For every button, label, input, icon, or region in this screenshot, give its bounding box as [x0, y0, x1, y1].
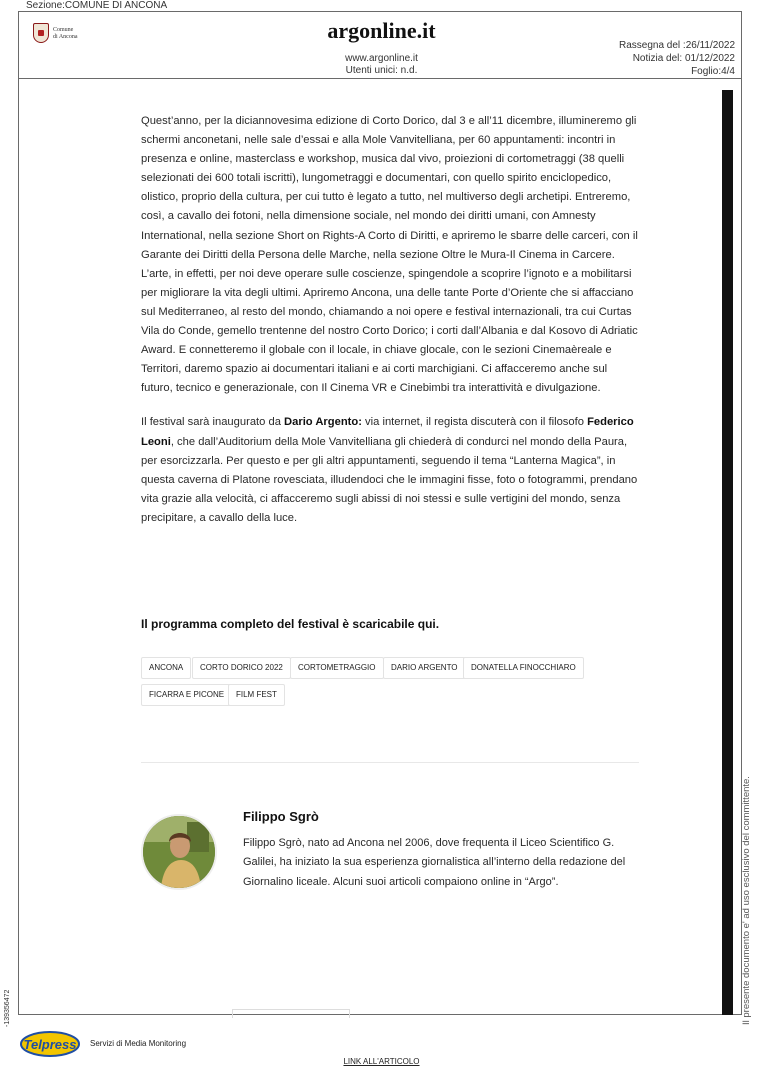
p2-text-a: Il festival sarà inaugurato da — [141, 416, 285, 429]
site-url: www.argonline.it — [345, 53, 418, 64]
document-id: -139356472 — [4, 989, 11, 1027]
unique-users: Utenti unici: n.d. — [345, 65, 418, 76]
federico-leoni-link: Federico Leoni — [141, 416, 634, 448]
tag-ficarra-e-picone[interactable]: FICARRA E PICONE — [141, 684, 232, 706]
tag-donatella-finocchiaro[interactable]: DONATELLA FINOCCHIARO — [463, 657, 584, 679]
foglio-number: Foglio:4/4 — [691, 66, 735, 77]
tag-film-fest[interactable]: FILM FEST — [228, 684, 285, 706]
notizia-date: Notizia del: 01/12/2022 — [632, 53, 735, 64]
paragraph-2 — [141, 413, 641, 528]
scrollbar-strip — [722, 90, 733, 1015]
telpress-text: Telpress — [23, 1037, 77, 1052]
site-title: argonline.it — [327, 18, 436, 43]
section-label: Sezione:COMUNE DI ANCONA — [26, 0, 168, 11]
tag-corto-dorico-2022[interactable]: CORTO DORICO 2022 — [192, 657, 291, 679]
telpress-logo-icon — [20, 1030, 80, 1058]
logo-text-2: di Ancona — [53, 34, 78, 40]
article-body — [141, 112, 641, 528]
author-divider — [141, 762, 639, 763]
avatar-photo — [143, 816, 215, 888]
author-avatar — [141, 814, 217, 890]
article-link[interactable]: LINK ALL'ARTICOLO — [343, 1057, 420, 1066]
exclusive-use-note: Il presente documento e' ad uso esclusivo del committente. — [741, 776, 752, 1025]
tag-ancona[interactable]: ANCONA — [141, 657, 191, 679]
paragraph-1: Quest’anno, per la diciannovesima edizione di Corto Dorico, dal 3 e all’11 dicembre, illumineremo gli schermi anconetani, nelle sale d’essai e alla Mole Vanvitelliana, per 60 appuntamenti: incontri in presenza e online, masterclass e workshop, musica dal vivo, proiezioni di cortometraggi (38 quelli selezionati dei 600 totali iscritti), lungometraggi e documentari, con quello spirito enciclopedico, olistico, proprio della cultura, per cui tutto è legato a tutto, nel multiverso degli archetipi. Entreremo, così, a cavallo dei fotoni, nella dimensione sociale, nel mondo dei diritti umani, con Amnesty International, nella sezione Short on Rights-A Corto di Diritti, e apriremo le sbarre delle carceri, con il Garante dei Diritti della Persona delle Marche, nella sezione Oltre le Mura-Il Cinema in Carcere. L’arte, in effetti, per noi deve operare sulle coscienze, spingendole a scoprire l’ignoto e a mobilitarsi per migliorare la vita degli ultimi. Apriremo Ancona, una delle tante Porte d’Oriente che si affacciano sul Mediterraneo, al resto del mondo, chiamando a noi opere e festival internazionali, tra cui Curtas Vila do Conde, gemello trentenne del nostro Corto Dorico; i corti dall’Albania e dal Kosovo di Adriatic Award. E connetteremo il globale con il locale, in chiave glocale, con le sezioni Cinemaèreale e Territori, daremo spazio ai documentari italiani e ai corti marchigiani. Ci affacceremo anche sul futuro, tecnico e generazionale, con Il Cinema VR e Cinebimbi tra interattività e divulgazione. — [141, 115, 638, 395]
p2-text-c: via internet, il regista discuterà con il filosofo — [361, 416, 588, 429]
telpress-logo — [20, 1030, 80, 1058]
author-bio: Filippo Sgrò, nato ad Ancona nel 2006, dove frequenta il Liceo Scientifico G. Galilei, ha iniziato la sua esperienza giornalistica all’interno della redazione del Giornalino liceale. Alcuni suoi articoli compaiono online in “Argo”. — [243, 837, 626, 888]
faint-element — [232, 1009, 350, 1018]
tag-dario-argento[interactable]: DARIO ARGENTO — [383, 657, 466, 679]
program-download-link[interactable]: Il programma completo del festival è scaricabile qui. — [141, 617, 440, 631]
p2-text-e: , che dall’Auditorium della Mole Vanvitelliana gli chiederà di condurci nel mondo della Paura, per esorcizzarla. Per questo e per gli altri appuntamenti, seguendo il tema “Lanterna Magica”, in questa caverna di Platone rovesciata, illudendoci che le immagini fisse, foto o fotogrammi, prendano vita grazie alla velocità, ci affacceremo sugli abissi di noi stessi e sulle vertigini del mondo, senza precipitare, a cavallo della luce. — [141, 435, 638, 524]
service-label: Servizi di Media Monitoring — [90, 1039, 187, 1048]
author-name[interactable]: Filippo Sgrò — [243, 809, 319, 824]
logo-text-1: Comune — [53, 27, 74, 33]
clipping-meta — [619, 39, 735, 78]
dario-argento-link: Dario Argento: — [284, 416, 362, 429]
rassegna-date: Rassegna del :26/11/2022 — [618, 40, 735, 51]
tag-cortometraggio[interactable]: CORTOMETRAGGIO — [290, 657, 384, 679]
header-divider — [18, 78, 742, 79]
